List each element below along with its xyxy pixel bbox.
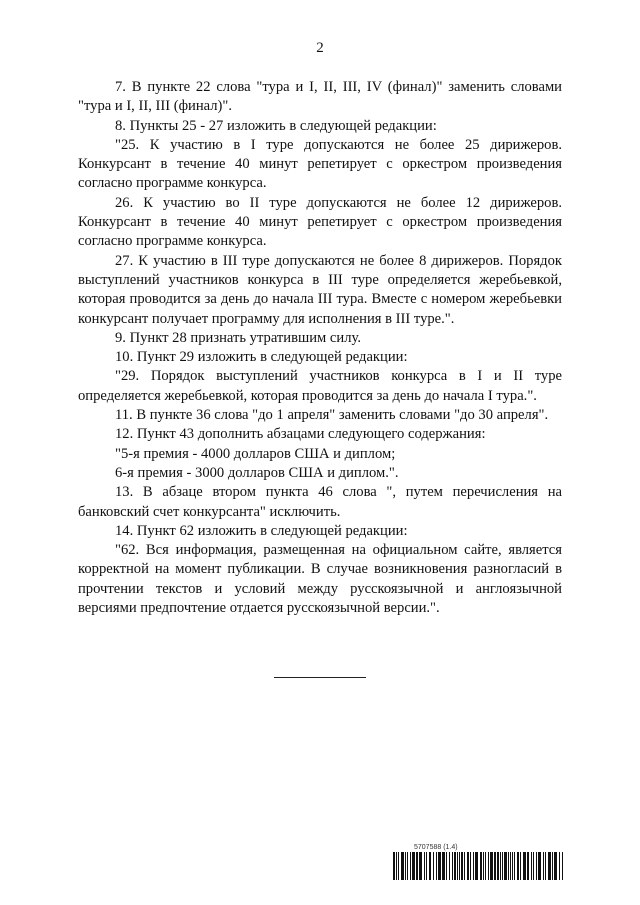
barcode-caption: 5707588 (1.4)	[414, 844, 458, 851]
paragraph-item-9: 9. Пункт 28 признать утратившим силу.	[115, 329, 361, 346]
paragraph-item-14: 14. Пункт 62 изложить в следующей редакции:	[115, 522, 408, 539]
page-number: 2	[316, 40, 324, 56]
paragraph-item-13: 13. В абзаце втором пункта 46 слова ", путем перечисления на банковский счет конкурсанта" исключить.	[78, 484, 562, 520]
paragraph-item-11: 11. В пункте 36 слова "до 1 апреля" заменить словами "до 30 апреля".	[115, 407, 549, 424]
paragraph-point-62: "62. Вся информация, размещенная на официальном сайте, является корректной на момент публикации. В случае возникновения разногласий в прочтении текстов и условий между русскоязычной и англоязычной версиями предпочтение отдается русскоязычной версии.".	[78, 542, 562, 617]
paragraph-item-10: 10. Пункт 29 изложить в следующей редакции:	[115, 349, 408, 366]
paragraph-item-12: 12. Пункт 43 дополнить абзацами следующего содержания:	[115, 426, 486, 443]
end-separator-line	[274, 677, 366, 678]
paragraph-point-26: 26. К участию во II туре допускаются не более 12 дирижеров. Конкурсант в течение 40 минут репетирует с оркестром произведения согласно программе конкурса.	[78, 194, 562, 250]
paragraph-point-29: "29. Порядок выступлений участников конкурса в I и II туре определяется жеребьевкой, которая проводится за день до начала I тура.".	[78, 368, 562, 404]
paragraph-prize-5: "5-я премия - 4000 долларов США и диплом;	[115, 445, 396, 462]
paragraph-item-8: 8. Пункты 25 - 27 изложить в следующей редакции:	[115, 117, 437, 134]
paragraph-point-27: 27. К участию в III туре допускаются не более 8 дирижеров. Порядок выступлений участников конкурса в III туре определяется жеребьевкой, которая проводится за день до начала III тура. Вместе с номером жеребьевки конкурсант получает программу для исполнения в III туре.".	[78, 252, 562, 327]
paragraph-prize-6: 6-я премия - 3000 долларов США и диплом.".	[115, 464, 399, 481]
document-barcode-block	[393, 844, 563, 880]
paragraph-point-25: "25. К участию в I туре допускаются не более 25 дирижеров. Конкурсант в течение 40 минут репетирует с оркестром произведения согласно программе конкурса.	[78, 136, 562, 192]
paragraph-item-7: 7. В пункте 22 слова "тура и I, II, III, IV (финал)" заменить словами "тура и I, II, III (финал)".	[78, 79, 562, 115]
document-body	[78, 78, 562, 618]
barcode-image	[393, 852, 563, 880]
